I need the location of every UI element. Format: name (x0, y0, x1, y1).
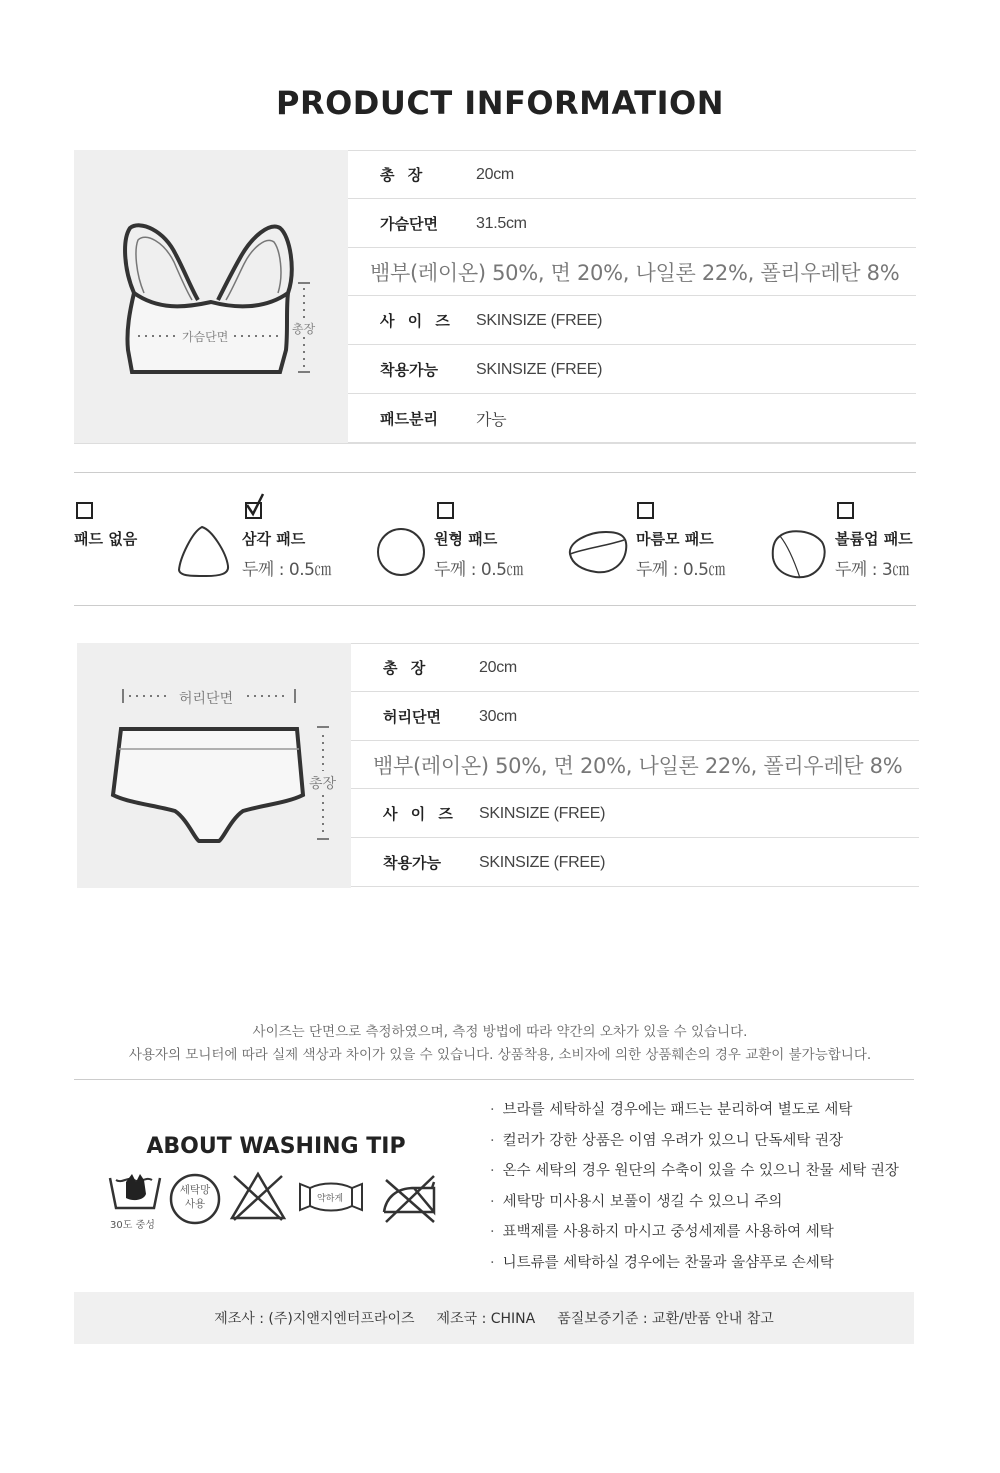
laundry-net-text: 세탁망 사용 (179, 1184, 211, 1210)
table-row (348, 297, 916, 345)
washing-tip: · 온수 세탁의 경우 원단의 수축이 있을 수 있으니 찬물 세탁 권장 (490, 1159, 899, 1180)
panty-spec-table (351, 643, 919, 888)
length-label: 총장 (309, 776, 337, 792)
spec-key: 패드분리 (380, 410, 438, 428)
table-row (351, 693, 919, 741)
table-row (348, 395, 916, 443)
panty-diagram-icon (77, 643, 351, 888)
washing-tip: · 니트류를 세탁하실 경우에는 찬물과 울샴푸로 손세탁 (490, 1251, 834, 1272)
pad-option-volume[interactable] (770, 492, 920, 588)
bra-diagram-panel (74, 150, 348, 443)
table-row (351, 741, 919, 789)
spec-key: 착용가능 (383, 854, 441, 872)
spec-value: SKINSIZE (FREE) (476, 311, 603, 329)
table-row (351, 790, 919, 838)
table-row (351, 644, 919, 692)
notice-line: 사용자의 모니터에 따라 실제 색상과 차이가 있을 수 있습니다. 상품착용, 소비자에 의한 상품훼손의 경우 교환이 불가능합니다. (128, 1047, 872, 1063)
washing-title: ABOUT WASHING TIP (146, 1134, 406, 1159)
quality-standard: 품질보증기준 : 교환/반품 안내 참고 (557, 1311, 774, 1327)
size-notice (0, 1021, 1000, 1067)
chest-width-label: 가슴단면 (182, 330, 229, 344)
spec-value: SKINSIZE (FREE) (479, 853, 606, 871)
spec-value: 20cm (479, 658, 517, 676)
spec-value: 31.5cm (476, 214, 527, 232)
check-icon (244, 492, 266, 518)
pad-name: 마름모 패드 (636, 530, 714, 548)
laundry-net-label (174, 1183, 216, 1211)
round-pad-icon (376, 526, 428, 578)
pad-name: 원형 패드 (434, 530, 498, 548)
manufacturer: 제조사 : (주)지앤지엔터프라이즈 (214, 1311, 415, 1327)
pad-name: 패드 없음 (74, 530, 138, 548)
no-bleach-icon (228, 1170, 288, 1222)
waist-width-label: 허리단면 (179, 691, 234, 707)
table-row (351, 839, 919, 887)
spec-value: SKINSIZE (FREE) (476, 360, 603, 378)
volume-pad-icon (770, 526, 828, 580)
spec-key: 가슴단면 (380, 215, 438, 233)
spec-value: SKINSIZE (FREE) (479, 804, 606, 822)
washing-tip: · 표백제를 사용하지 마시고 중성세제를 사용하여 세탁 (490, 1220, 834, 1241)
table-row (348, 248, 916, 296)
table-row (348, 346, 916, 394)
page-title: PRODUCT INFORMATION (275, 84, 725, 122)
notice-line: 사이즈는 단면으로 측정하였으며, 측정 방법에 따라 약간의 오차가 있을 수 있습니다. (252, 1024, 748, 1040)
checkbox[interactable] (76, 502, 93, 519)
pad-thickness: 두께 : 0.5㎝ (636, 560, 725, 580)
spec-value: 가능 (476, 412, 507, 429)
pad-thickness: 두께 : 3㎝ (835, 560, 909, 580)
hand-wash-label: 30도 중성 (110, 1220, 155, 1231)
table-row (348, 200, 916, 248)
pad-name: 삼각 패드 (242, 530, 306, 548)
washing-icons (104, 1168, 444, 1232)
bra-spec-table (348, 150, 916, 444)
checkbox[interactable] (437, 502, 454, 519)
spec-key: 총 장 (383, 659, 430, 677)
pad-thickness: 두께 : 0.5㎝ (434, 560, 523, 580)
table-row (348, 151, 916, 199)
pad-option-rhombus[interactable] (566, 492, 756, 588)
checkbox[interactable] (637, 502, 654, 519)
spec-key: 총 장 (380, 166, 427, 184)
fabric-composition: 뱀부(레이온) 50%, 면 20%, 나일론 22%, 폴리우레탄 8% (373, 753, 903, 778)
triangle-pad-icon (176, 522, 234, 580)
spec-key: 착용가능 (380, 361, 438, 379)
no-iron-icon (378, 1168, 440, 1224)
spec-key: 사 이 즈 (383, 805, 457, 823)
spec-key: 사 이 즈 (380, 312, 454, 330)
pad-thickness: 두께 : 0.5㎝ (242, 560, 331, 580)
pad-name: 볼륨업 패드 (835, 530, 913, 548)
panty-diagram-panel (77, 643, 351, 888)
country-of-origin: 제조국 : CHINA (436, 1311, 536, 1327)
gentle-label: 약하게 (317, 1194, 344, 1204)
rhombus-pad-icon (566, 528, 630, 576)
bra-diagram-icon (74, 150, 348, 443)
checkbox[interactable] (837, 502, 854, 519)
pad-option-triangle[interactable] (176, 492, 356, 588)
washing-tip: · 컬러가 강한 상품은 이염 우려가 있으니 단독세탁 권장 (490, 1129, 843, 1150)
hand-wash-icon (106, 1168, 164, 1214)
spec-value: 20cm (476, 165, 514, 183)
spec-key: 허리단면 (383, 708, 441, 726)
washing-tip: · 세탁망 미사용시 보풀이 생길 수 있으니 주의 (490, 1190, 782, 1211)
spec-value: 30cm (479, 707, 517, 725)
length-label: 총장 (292, 322, 316, 336)
pad-option-round[interactable] (376, 492, 556, 588)
fabric-composition: 뱀부(레이온) 50%, 면 20%, 나일론 22%, 폴리우레탄 8% (370, 260, 900, 285)
manufacturer-info (74, 1292, 914, 1344)
washing-tip: · 브라를 세탁하실 경우에는 패드는 분리하여 별도로 세탁 (490, 1098, 852, 1119)
